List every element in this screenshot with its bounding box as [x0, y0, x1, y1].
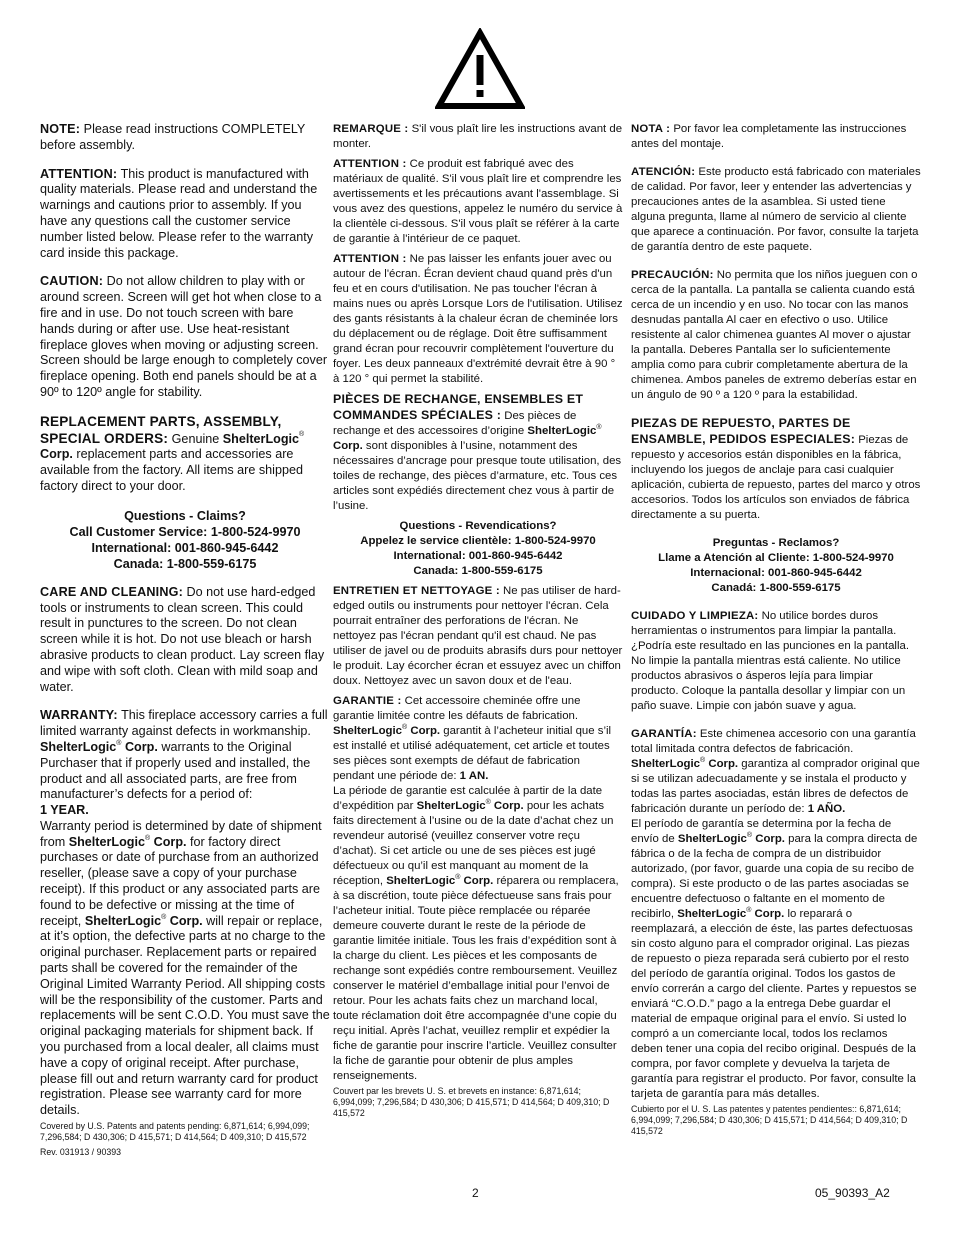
warranty-text-cont: warrants to the Original Purchaser that if properly used and installed, the product and all associated parts, are free from manufacturer’s defects for a period of:: [40, 739, 311, 802]
nota-section: [631, 122, 921, 152]
remarque-label: REMARQUE :: [333, 123, 409, 135]
replacement-text: Genuine: [168, 431, 223, 446]
attention-fr-section: [333, 157, 623, 247]
replacement-label: REPLACEMENT PARTS, ASSEMBLY, SPECIAL ORDERS:: [40, 413, 282, 446]
nota-text: Por favor lea completamente las instrucciones antes del montaje.: [631, 123, 907, 150]
brand-name: ShelterLogic: [677, 908, 747, 920]
brand-corp: Corp.: [121, 739, 158, 754]
brand-corp: Corp.: [460, 875, 494, 887]
garantia-section: [631, 727, 921, 817]
garantie-period: 1 AN.: [459, 770, 489, 782]
brand-corp: Corp.: [166, 913, 203, 928]
warranty-section: [40, 708, 330, 803]
brand-name: ShelterLogic: [40, 739, 117, 754]
registered-mark: ®: [700, 757, 706, 764]
french-column: [333, 122, 623, 1119]
attention-fr-text: Ce produit est fabriqué avec des matériaux de qualité. S'il vous plaît lire et comprendre les avertissements et les précautions avant l'assemblage. Si vous avez des questions, appelez le numéro du service à la clientèle ci-dessous. S'il vous plaît se référer à la carte de garantie à l'intérieur de ce paquet.: [333, 158, 623, 245]
pieces-text: Des pièces de rechange et des accessoires d’origine: [333, 410, 577, 437]
brand-name: ShelterLogic: [416, 800, 486, 812]
garantia-label: GARANTÍA:: [631, 728, 697, 740]
attention-fr-caution-label: ATTENTION :: [333, 253, 407, 265]
spanish-column: [631, 122, 921, 1137]
piezas-section: [631, 416, 921, 523]
warranty-details: [40, 819, 330, 1119]
caution-label: CAUTION:: [40, 274, 104, 289]
note-section: [40, 122, 330, 154]
registered-mark: ®: [455, 874, 461, 881]
replacement-section: [40, 414, 330, 495]
atencion-label: ATENCIÓN:: [631, 166, 696, 178]
brand-corp: Corp.: [333, 440, 363, 452]
patent-notice: Covered by U.S. Patents and patents pending: 6,871,614; 6,994,099; 7,296,584; D 430,306; D 415,571; D 414,564; D 409,310; D 415,572: [40, 1121, 310, 1143]
warranty-text: This fireplace accessory carries a full limited warranty against defects in workmanship.: [40, 708, 328, 739]
remarque-section: [333, 122, 623, 152]
attention-fr-caution-text: Ne pas laisser les enfants jouer avec ou autour de l'écran. Écran devient chaud quand près d'un feu et en cours d'utilisation. Ne pas toucher l'écran à mains nues ou après Lorsque Lors de l'utilisation. Utilisez des gants résistants à la chaleur écran de cheminée lors du déplacement ou de réglage. Doit être suffisamment grand écran pour recouvrir complètement l'ouverture du foyer. Les deux panneaux d'extrémité devrait être à 90 ° à 120 ° qui permet la stabilité.: [333, 253, 623, 385]
questions-block: [40, 508, 330, 572]
note-text: Please read instructions COMPLETELY before assembly.: [40, 122, 306, 152]
registered-mark: ®: [485, 799, 491, 806]
garantia-period: 1 AÑO.: [807, 803, 846, 815]
attention-fr-label: ATTENTION :: [333, 158, 407, 170]
warning-triangle-icon: [435, 28, 525, 110]
international-number: International: 001-860-945-6442: [91, 540, 279, 555]
customer-service-es-number: Llame a Atención al Cliente: 1-800-524-9970: [658, 552, 894, 564]
brand-name: ShelterLogic: [677, 833, 747, 845]
care-text: Do not use hard-edged tools or instruments to clean screen. This could result in punctures to the screen. Do not clean screen while it is hot. Do not use bleach or harsh abrasive products to clean product. Lay screen flay and wipe with soft cloth. Clean with mild soap and water.: [40, 584, 325, 694]
caution-text: Do not allow children to play with or around screen. Screen will get hot when close to a fire and in use. Do not touch screen with bare hands during or after use. Use heat-resistant fireplace gloves when moving or adjusting screen. Screen should be large enough to completely cover fireplace opening. Both end panels should be at a 90º to 120º angle for stability.: [40, 274, 328, 399]
questions-es-title: Preguntas - Reclamos?: [712, 537, 840, 549]
cuidado-section: [631, 609, 921, 714]
atencion-text: Este producto está fabricado con materiales de calidad. Por favor, leer y entender las advertencias y precauciones antes de la asamblea. Si usted tiene alguna pregunta, llame al número de servicio al cliente que aparece a continuación. Por favor, consulte la tarjeta de garantía dentro de este paquete.: [631, 166, 921, 253]
garantie-text-cont: garantit à l’acheteur initial que s’il est installé et utilisé adéquatement, cet article et toutes ses pièces sont exempts de défaut de fabrication pendant une période de:: [333, 725, 612, 782]
registered-mark: ®: [402, 724, 408, 731]
page-number: 2: [472, 1186, 479, 1200]
registered-mark: ®: [299, 430, 305, 438]
brand-corp: Corp.: [705, 758, 739, 770]
canada-es-number: Canadá: 1-800-559-6175: [711, 582, 841, 594]
questions-fr-title: Questions - Revendications?: [399, 520, 557, 532]
garantie-details-text: La période de garantie est calculée à partir de la date d’expédition par: [333, 785, 603, 812]
garantie-details: [333, 784, 623, 1084]
registered-mark: ®: [161, 913, 167, 921]
garantia-details-text: El período de garantía se determina por la fecha de envío de: [631, 818, 892, 845]
attention-fr-caution-section: [333, 252, 623, 387]
brand-name: ShelterLogic: [84, 913, 162, 928]
garantia-details-cont: para la compra directa de fábrica o de la fecha de compra de un distribuidor autorizado, (por favor, guarde una copia de su recibo de compra). Si este producto o de las partes asociadas se encuentre defectuoso o faltante en el momento de recibirlo,: [631, 833, 918, 920]
garantia-details-end: lo reparará o reemplazará, a elección de éste, las partes defectuosas sin costo alguno para el comprador original. Las piezas de repuesto o pieza reparada será cubierto por el resto del período de garantía original. Todos los gastos de envío correrán a cargo del cliente. Partes y repuestos se enviará “C.O.D.” pago a la entrega Debe guardar el material de empaque original para el envío. Si usted lo compró a un comerciante local, todos los reclamos deben tener una copia del recibo original. Después de la compra, por favor complete y devuelva la tarjeta de garantía para registrar el producto. Por favor, consulte la tarjeta de garantía para más detalles.: [631, 908, 917, 1100]
care-label: CARE AND CLEANING:: [40, 584, 184, 599]
brand-corp: Corp.: [150, 834, 187, 849]
canada-number: Canada: 1-800-559-6175: [113, 556, 257, 571]
questions-fr-block: [333, 519, 623, 579]
cuidado-text: No utilice bordes duros herramientas o instrumentos para limpiar la pantalla. ¿Podría este resultado en las punciones en la pantalla. No limpie la pantalla mientras está caliente. No utilice productos abrasivos o ásperos lejía para limpiar producto. Coloque la pantalla desollar y limpiar con un paño suave. Limpie con jabón suave y agua.: [631, 610, 909, 712]
brand-corp: Corp.: [40, 447, 73, 462]
pieces-text-cont: sont disponibles à l’usine, notamment des nécessaires d’ancrage pour presque toute utilisation, des toiles de rechange, des pièces d’armature, etc. Tous ces articles sont expédiés directement chez vous à partir de l’usine.: [333, 440, 622, 512]
customer-service-fr-number: Appelez le service clientèle: 1-800-524-9970: [360, 535, 596, 547]
warranty-details-text: Warranty period is determined by date of shipment from: [40, 818, 322, 849]
care-section: [40, 585, 330, 696]
piezas-label: PIEZAS DE REPUESTO, PARTES DE ENSAMBLE, PEDIDOS ESPECIALES:: [631, 416, 856, 446]
entretien-text: Ne pas utiliser de hard-edged outils ou instruments pour nettoyer l'écran. Cela pourrait entraîner des perforations de l'écran. Ne nettoyez pas l'écran pendant qu'il est chaud. Ne pas utiliser de javel ou de produits abrasifs durs pour nettoyer le produit. Lay écorcher écran et essuyez avec un chiffon doux. Nettoyez avec un savon doux et de l'eau.: [333, 585, 623, 687]
garantia-text: Este chimenea accesorio con una garantía total limitada contra defectos de fabricación.: [631, 728, 916, 755]
garantie-text: Cet accessoire cheminée offre une garantie limitée contre les défauts de fabrication.: [333, 695, 581, 722]
registered-mark: ®: [116, 739, 122, 747]
brand-corp: Corp.: [407, 725, 441, 737]
pieces-label: PIÈCES DE RECHANGE, ENSEMBLES ET COMMANDES SPÉCIALES :: [333, 392, 584, 422]
brand-corp: Corp.: [752, 833, 785, 845]
warranty-period: [40, 803, 330, 819]
nota-label: NOTA :: [631, 123, 671, 135]
brand-name: ShelterLogic: [68, 834, 145, 849]
attention-label: ATTENTION:: [40, 166, 118, 181]
questions-es-block: [631, 536, 921, 596]
remarque-text: S'il vous plaît lire les instructions avant de monter.: [333, 123, 623, 150]
brand-corp: Corp.: [751, 908, 785, 920]
brand-corp: Corp.: [490, 800, 524, 812]
garantie-section: [333, 694, 623, 784]
brand-name: ShelterLogic: [386, 875, 456, 887]
atencion-section: [631, 165, 921, 255]
attention-section: [40, 167, 330, 262]
international-fr-number: International: 001-860-945-6442: [393, 550, 563, 562]
warranty-details-cont: for factory direct purchases or date of purchase from an authorized reseller, (please save a copy of your purchase receipt). If this product or any associated parts are found to be defective or missing at the time of receipt,: [40, 834, 320, 928]
cuidado-label: CUIDADO Y LIMPIEZA:: [631, 610, 759, 622]
pieces-section: [333, 392, 623, 514]
questions-title: Questions - Claims?: [124, 508, 246, 523]
english-column: [40, 122, 330, 1158]
registered-mark: ®: [746, 832, 753, 839]
brand-name: ShelterLogic: [333, 725, 402, 737]
brand-name: ShelterLogic: [527, 425, 597, 437]
document-code: 05_90393_A2: [815, 1186, 890, 1200]
brand-name: ShelterLogic: [222, 431, 300, 446]
garantie-label: GARANTIE :: [333, 695, 402, 707]
attention-text: This product is manufactured with quality materials. Please read and understand the warnings and cautions prior to assembly. If you have any questions call the customer service number listed below. Please refer to the warranty card inside this package.: [40, 166, 318, 260]
garantie-details-end: réparera ou remplacera, à sa discrétion, toute pièce défectueuse sans frais pour l’acheteur initial. Toute pièce remplacée ou réparée demeure couverte durant le reste de la période de garantie limitée initiale. Tous les frais d’expédition sont à la charge du client. Les pièces et les composants de rechange sont expédiés contre remboursement. Veuillez conserver le matériel d’emballage initial pour l’envoi de retour. Pour les achats faits chez un marchand local, toute réclamation doit être accompagnée d’une copie du reçu initial. Après l’achat, veuillez remplir et expédier la fiche de garantie pour inscrire l’article. Veuillez consulter la fiche de garantie pour obtenir de plus amples renseignements.: [333, 875, 619, 1082]
warranty-details-end: will repair or replace, at it’s option, the defective parts at no charge to the original purchaser. Replacement parts or repaired parts shall be covered for the remainder of the Original Limited Warranty Period. All shipping costs will be the responsibility of the customer. Parts and replacements will be sent C.O.D. You must save the original packaging materials for shipment back. If you purchased from a local dealer, all claims must have a copy of original receipt. After purchase, please fill out and return warranty card for product registration. Please see warranty card for more details.: [40, 913, 330, 1118]
garantia-text-cont: garantiza al comprador original que si se utilizan adecuadamente y se instala el producto y todas las partes asociadas, están libres de defectos de fabricación durante un período de:: [631, 758, 920, 815]
garantia-details: [631, 817, 921, 1102]
patent-notice-fr: Couvert par les brevets U. S. et brevets en instance: 6,871,614; 6,994,099; 7,296,584; D 430,306; D 415,571; D 414,564; D 409,310; D 415,572: [333, 1086, 610, 1118]
warranty-period-value: 1 YEAR.: [40, 803, 89, 818]
registered-mark: ®: [144, 834, 151, 842]
warranty-label: WARRANTY:: [40, 708, 118, 723]
garantie-details-cont: pour les achats faits directement à l’usine ou de la date d’achat chez un revendeur autorisé (veuillez conserver votre reçu d’achat). Si cet article ou une de ses pièces est jugé défectueux ou qu’il est manquant au moment de la réception,: [333, 800, 614, 887]
piezas-text: Piezas de repuesto y accesorios están disponibles en la fábrica, incluyendo los juegos de anclaje para casi cualquier aplicación, cubierta de repuesto, partes del marco y otros accesorios. Todos los artículos son enviados de fábrica directamente a su puerta.: [631, 434, 921, 521]
registered-mark: ®: [746, 907, 752, 914]
registered-mark: ®: [596, 424, 602, 431]
precaucion-section: [631, 268, 921, 403]
brand-name: ShelterLogic: [631, 758, 700, 770]
note-label: NOTE:: [40, 122, 81, 136]
replacement-text-cont: replacement parts and accessories are available from the factory. All items are shipped factory direct to your door.: [40, 447, 303, 493]
precaucion-text: No permita que los niños jueguen con o cerca de la pantalla. La pantalla se calienta cuando está cerca de un incendio y en uso. No tocar con las manos desnudas pantalla Al caer en efectivo o uso. Utilice resistente al calor chimenea guantes Al mover o ajustar la pantalla. Deberes Pantalla ser lo suficientemente amplia como para cubrir completamente abertura de la chimenea. Ambos paneles de extremo deberías estar en un ángulo de 90 º a 120 º para la estabilidad.: [631, 269, 918, 401]
international-es-number: Internacional: 001-860-945-6442: [690, 567, 862, 579]
canada-fr-number: Canada: 1-800-559-6175: [413, 565, 543, 577]
entretien-label: ENTRETIEN ET NETTOYAGE :: [333, 585, 500, 597]
revision-code: Rev. 031913 / 90393: [40, 1147, 122, 1158]
caution-section: [40, 274, 330, 400]
patent-notice-es: Cubierto por el U. S. Las patentes y patentes pendientes:: 6,871,614; 6,994,099; 7,296,584; D 430,306; D 415,571; D 414,564; D 409,310; D 415,572: [631, 1104, 908, 1136]
customer-service-number: Call Customer Service: 1-800-524-9970: [69, 524, 301, 539]
entretien-section: [333, 584, 623, 689]
precaucion-label: PRECAUCIÓN:: [631, 269, 714, 281]
